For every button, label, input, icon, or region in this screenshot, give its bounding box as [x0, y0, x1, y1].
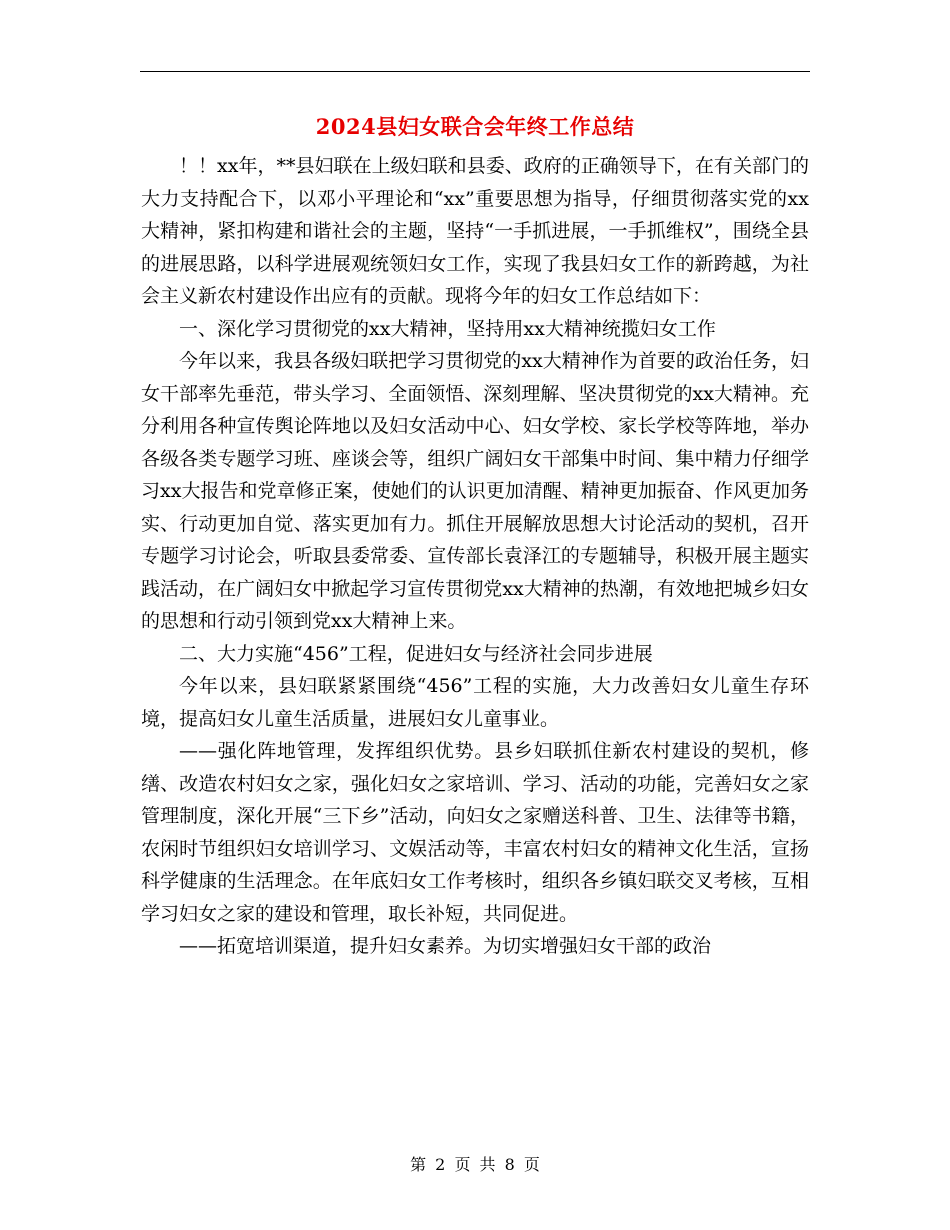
paragraph-intro: ！！xx年，**县妇联在上级妇联和县委、政府的正确领导下，在有关部门的大力支持配合下，以邓小平理论和“xx”重要思想为指导，仔细贯彻落实党的xx大精神，紧扣构建和谐社会的主题，坚持“一手抓进展，一手抓维权”，围绕全县的进展思路，以科学进展观统领妇女工作，实现了我县妇女工作的新跨越，为社会主义新农村建设作出应有的贡献。现将今年的妇女工作总结如下： [141, 155, 809, 307]
header-rule [140, 71, 810, 72]
paragraph-section-2: 今年以来，县妇联紧紧围绕“456”工程的实施，大力改善妇女儿童生存环境，提高妇女儿童生活质量，进展妇女儿童事业。 [141, 675, 809, 730]
document-title: 2024县妇女联合会年终工作总结 [315, 114, 635, 139]
page-number-footer: 第 2 页 共 8 页 [410, 1155, 540, 1174]
section-heading-2: 二、大力实施“456”工程，促进妇女与经济社会同步进展 [179, 642, 653, 665]
section-heading-1: 一、深化学习贯彻党的xx大精神，坚持用xx大精神统揽妇女工作 [179, 317, 716, 340]
paragraph-section-1: 今年以来，我县各级妇联把学习贯彻党的xx大精神作为首要的政治任务，妇女干部率先垂范，带头学习、全面领悟、深刻理解、坚决贯彻党的xx大精神。充分利用各种宣传舆论阵地以及妇女活动中心、妇女学校、家长学校等阵地，举办各级各类专题学习班、座谈会等，组织广阔妇女干部集中时间、集中精力仔细学习xx大报告和党章修正案，使她们的认识更加清醒、精神更加振奋、作风更加务实、行动更加自觉、落实更加有力。抓住开展解放思想大讨论活动的契机，召开专题学习讨论会，听取县委常委、宣传部长袁泽江的专题辅导，积极开展主题实践活动，在广阔妇女中掀起学习宣传贯彻党xx大精神的热潮，有效地把城乡妇女的思想和行动引领到党xx大精神上来。 [141, 350, 809, 632]
paragraph-position-management: ——强化阵地管理，发挥组织优势。县乡妇联抓住新农村建设的契机，修缮、改造农村妇女之家，强化妇女之家培训、学习、活动的功能，完善妇女之家管理制度，深化开展“三下乡”活动，向妇女之家赠送科普、卫生、法律等书籍，农闲时节组织妇女培训学习、文娱活动等，丰富农村妇女的精神文化生活，宣扬科学健康的生活理念。在年底妇女工作考核时，组织各乡镇妇联交叉考核，互相学习妇女之家的建设和管理，取长补短，共同促进。 [141, 740, 809, 925]
paragraph-training-channels: ——拓宽培训渠道，提升妇女素养。为切实增强妇女干部的政治 [179, 935, 712, 957]
document-body [141, 150, 809, 963]
